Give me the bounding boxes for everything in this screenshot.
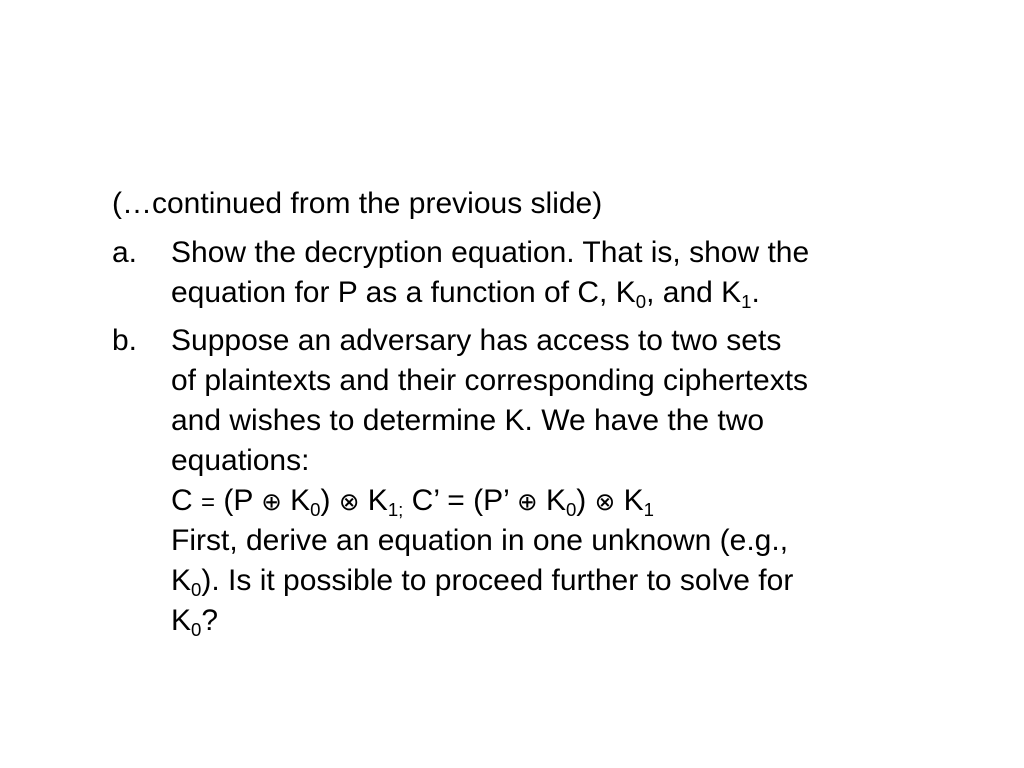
subscript-0: 0 xyxy=(310,498,321,520)
item-a-line-2 xyxy=(171,273,992,313)
eq-k0: K xyxy=(290,484,311,517)
item-b-line-8 xyxy=(171,601,992,641)
eq-k1: K xyxy=(367,484,388,517)
item-b-line-4: equations: xyxy=(171,444,310,477)
list-item-b-body xyxy=(171,321,992,641)
eq-c: C xyxy=(171,484,193,517)
xor-symbol: ⊕ xyxy=(261,487,282,516)
item-a-line-2-mid: , and K xyxy=(646,276,742,309)
subscript-0-2: 0 xyxy=(565,498,577,520)
subscript-0-4: 0 xyxy=(191,618,202,640)
item-b-line-2: of plaintexts and their corresponding ciphertexts xyxy=(171,364,809,397)
eq-close-2: ) xyxy=(576,484,587,517)
intro-text: (…continued from the previous slide) xyxy=(112,187,603,220)
line-8-rest: ? xyxy=(201,604,219,637)
subscript-1: 1 xyxy=(741,290,752,312)
list-item-a-body xyxy=(171,233,992,313)
item-a-line-1: Show the decryption equation. That is, show the xyxy=(171,236,810,269)
line-7-rest: ). Is it possible to proceed further to solve for xyxy=(201,564,794,597)
line-8-k: K xyxy=(171,604,192,637)
eq-k0-2: K xyxy=(545,484,566,517)
item-b-line-1: Suppose an adversary has access to two sets xyxy=(171,324,782,357)
list-item-a xyxy=(112,233,992,313)
equations-line xyxy=(171,481,992,521)
item-b-line-3: and wishes to determine K. We have the two xyxy=(171,404,765,437)
list-item-b xyxy=(112,321,992,641)
line-7-k: K xyxy=(171,564,192,597)
eq-open-p: (P xyxy=(223,484,253,517)
eq-c-prime: C’ = (P’ xyxy=(411,484,509,517)
otimes-symbol: ⊗ xyxy=(338,487,360,516)
item-b-line-6: First, derive an equation in one unknown (e.g., xyxy=(171,524,789,557)
list-marker-b: b. xyxy=(112,324,138,357)
otimes-symbol-2: ⊗ xyxy=(594,487,616,516)
subscript-0: 0 xyxy=(635,290,647,312)
eq-sign: = xyxy=(201,489,216,516)
item-a-line-2-end: . xyxy=(751,276,760,309)
list-marker-a: a. xyxy=(112,236,138,269)
item-b-line-7 xyxy=(171,561,992,601)
xor-symbol-2: ⊕ xyxy=(516,487,538,516)
subscript-1-semicolon: 1; xyxy=(387,498,404,520)
subscript-1-2: 1 xyxy=(643,498,654,520)
item-a-line-2-prefix: equation for P as a function of C, K xyxy=(171,276,636,309)
eq-close: ) xyxy=(320,484,331,517)
subscript-0-3: 0 xyxy=(191,578,202,600)
eq-k1-2: K xyxy=(623,484,644,517)
